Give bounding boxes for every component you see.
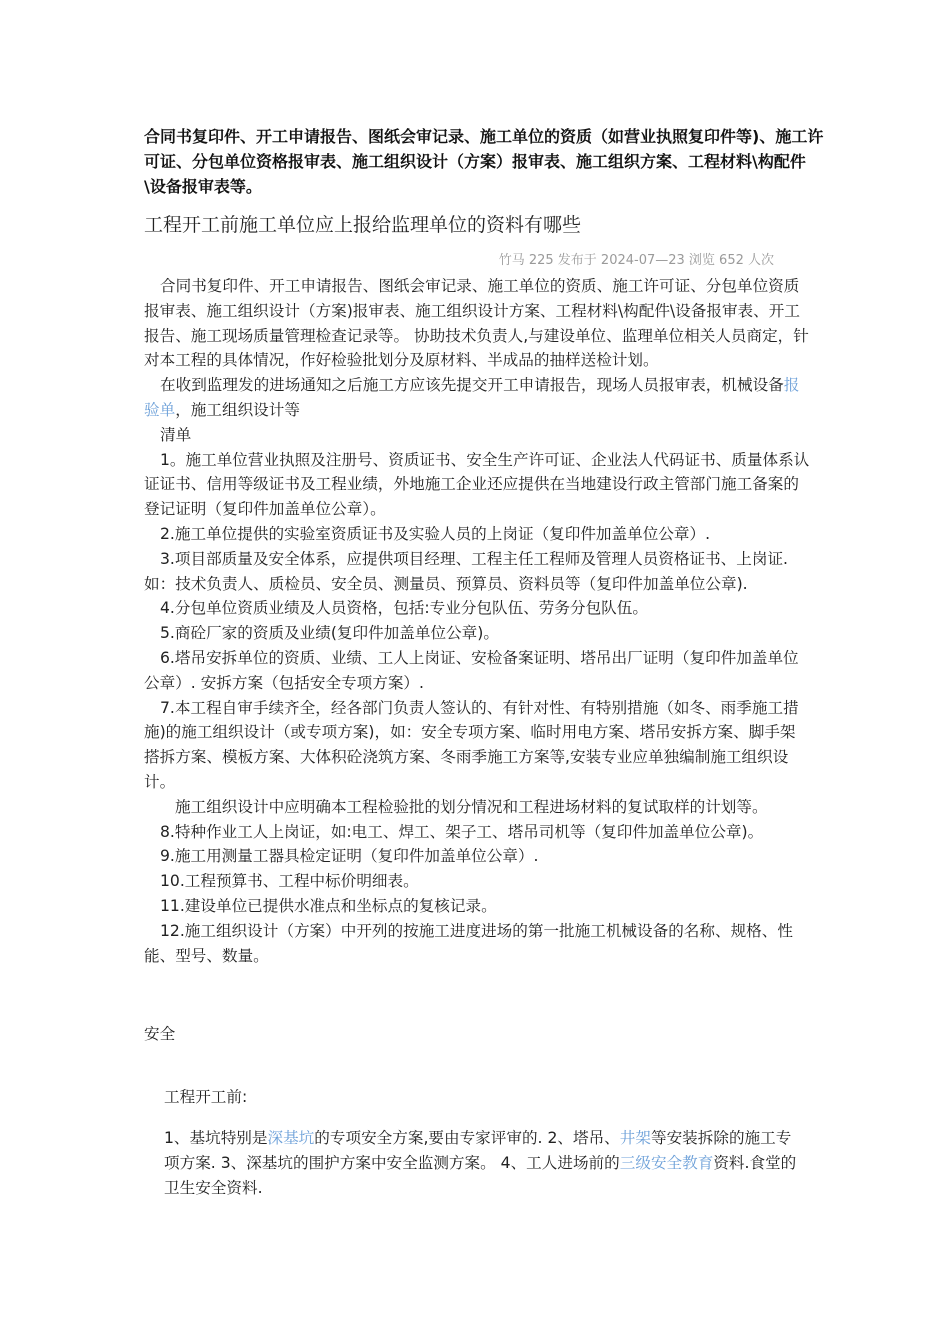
list-item: 4.分包单位资质业绩及人员资格，包括:专业分包队伍、劳务分包队伍。 (160, 599, 648, 618)
list-item: 8.特种作业工人上岗证，如:电工、焊工、架子工、塔吊司机等（复印件加盖单位公章)。 (160, 822, 764, 841)
list-item: 1。施工单位营业执照及注册号、资质证书、安全生产许可证、企业法人代码证书、质量体系认证证书、信用等级证书及工程业绩，外地施工企业还应提供在当地建设行政主管部门施工备案的登记证明（复印件加盖单位公章）。 (144, 450, 810, 519)
list-item: 5.商砼厂家的资质及业绩(复印件加盖单位公章)。 (160, 624, 499, 643)
article-body (144, 274, 810, 968)
list-heading: 清单 (160, 425, 192, 444)
paragraph-text: 的专项安全方案,要由专家评审的. 2、塔吊、 (314, 1129, 620, 1147)
paragraph-text: 资料.食堂的卫生安全资料. (164, 1154, 797, 1197)
list-item: 11.建设单位已提供水准点和坐标点的复核记录。 (160, 896, 497, 915)
list-item: 7.本工程自审手续齐全，经各部门负责人签认的、有针对性、有特别措施（如冬、雨季施工措施)的施工组织设计（或专项方案)，如：安全专项方案、临时用电方案、塔吊安拆方案、脚手架搭拆方案、模板方案、大体积砼浇筑方案、冬雨季施工方案等,安装专业应单独编制施工组织设计。 (144, 698, 799, 791)
list-item: 10.工程预算书、工程中标价明细表。 (160, 872, 419, 891)
list-item: 9.施工用测量工器具检定证明（复印件加盖单位公章）. (160, 847, 539, 866)
paragraph-text: ，施工组织设计等 (175, 400, 300, 419)
before-start-label: 工程开工前: (164, 1087, 248, 1106)
article-title: 工程开工前施工单位应上报给监理单位的资料有哪些 (144, 214, 582, 236)
article-meta: 竹马 225 发布于 2024-07—23 浏览 652 人次 (498, 253, 774, 268)
safety-paragraph (164, 1126, 804, 1201)
inspection-form-link[interactable]: 报验单 (144, 376, 800, 419)
safety-education-link[interactable]: 三级安全教育 (619, 1154, 714, 1172)
paragraph-text: 在收到监理发的进场通知之后施工方应该先提交开工申请报告，现场人员报审表，机械设备 (160, 376, 784, 395)
list-item: 12.施工组织设计（方案）中开列的按施工进度进场的第一批施工机械设备的名称、规格、性能、型号、数量。 (144, 921, 793, 965)
list-item: 3.项目部质量及安全体系，应提供项目经理、工程主任工程师及管理人员资格证书、上岗证.如：技术负责人、质检员、安全员、测量员、预算员、资料员等（复印件加盖单位公章). (144, 549, 788, 593)
safety-heading: 安全 (144, 1025, 176, 1043)
well-frame-link[interactable]: 井架 (619, 1129, 651, 1147)
list-item: 6.塔吊安拆单位的资质、业绩、工人上岗证、安检备案证明、塔吊出厂证明（复印件加盖单位公章）. 安拆方案（包括安全专项方案）. (144, 648, 799, 692)
paragraph-text: 等安装拆除的施工专项方案. 3、深基坑的围护方案中安全监测方案。 4、工人进场前的 (164, 1129, 792, 1172)
deep-pit-link[interactable]: 深基坑 (267, 1129, 315, 1147)
paragraph-text: 1、基坑特别是 (164, 1129, 268, 1147)
paragraph-submission (144, 373, 810, 423)
safety-section (144, 1025, 810, 1110)
summary-paragraph: 合同书复印件、开工申请报告、图纸会审记录、施工单位的资质（如营业执照复印件等)、施工许可证、分包单位资格报审表、施工组织设计（方案）报审表、施工组织方案、工程材料\构配件\设备报审表等。 (144, 127, 824, 196)
list-item-note: 施工组织设计中应明确本工程检验批的划分情况和工程进场材料的复试取样的计划等。 (175, 797, 768, 816)
list-item: 2.施工单位提供的实验室资质证书及实验人员的上岗证（复印件加盖单位公章）. (160, 524, 711, 543)
intro-paragraph: 合同书复印件、开工申请报告、图纸会审记录、施工单位的资质、施工许可证、分包单位资质报审表、施工组织设计（方案)报审表、施工组织设计方案、工程材料\构配件\设备报审表、开工报告、施工现场质量管理检查记录等。 协助技术负责人,与建设单位、监理单位相关人员商定，针对本工程的具体情况，作好检验批划分及原材料、半成品的抽样送检计划。 (144, 277, 809, 370)
